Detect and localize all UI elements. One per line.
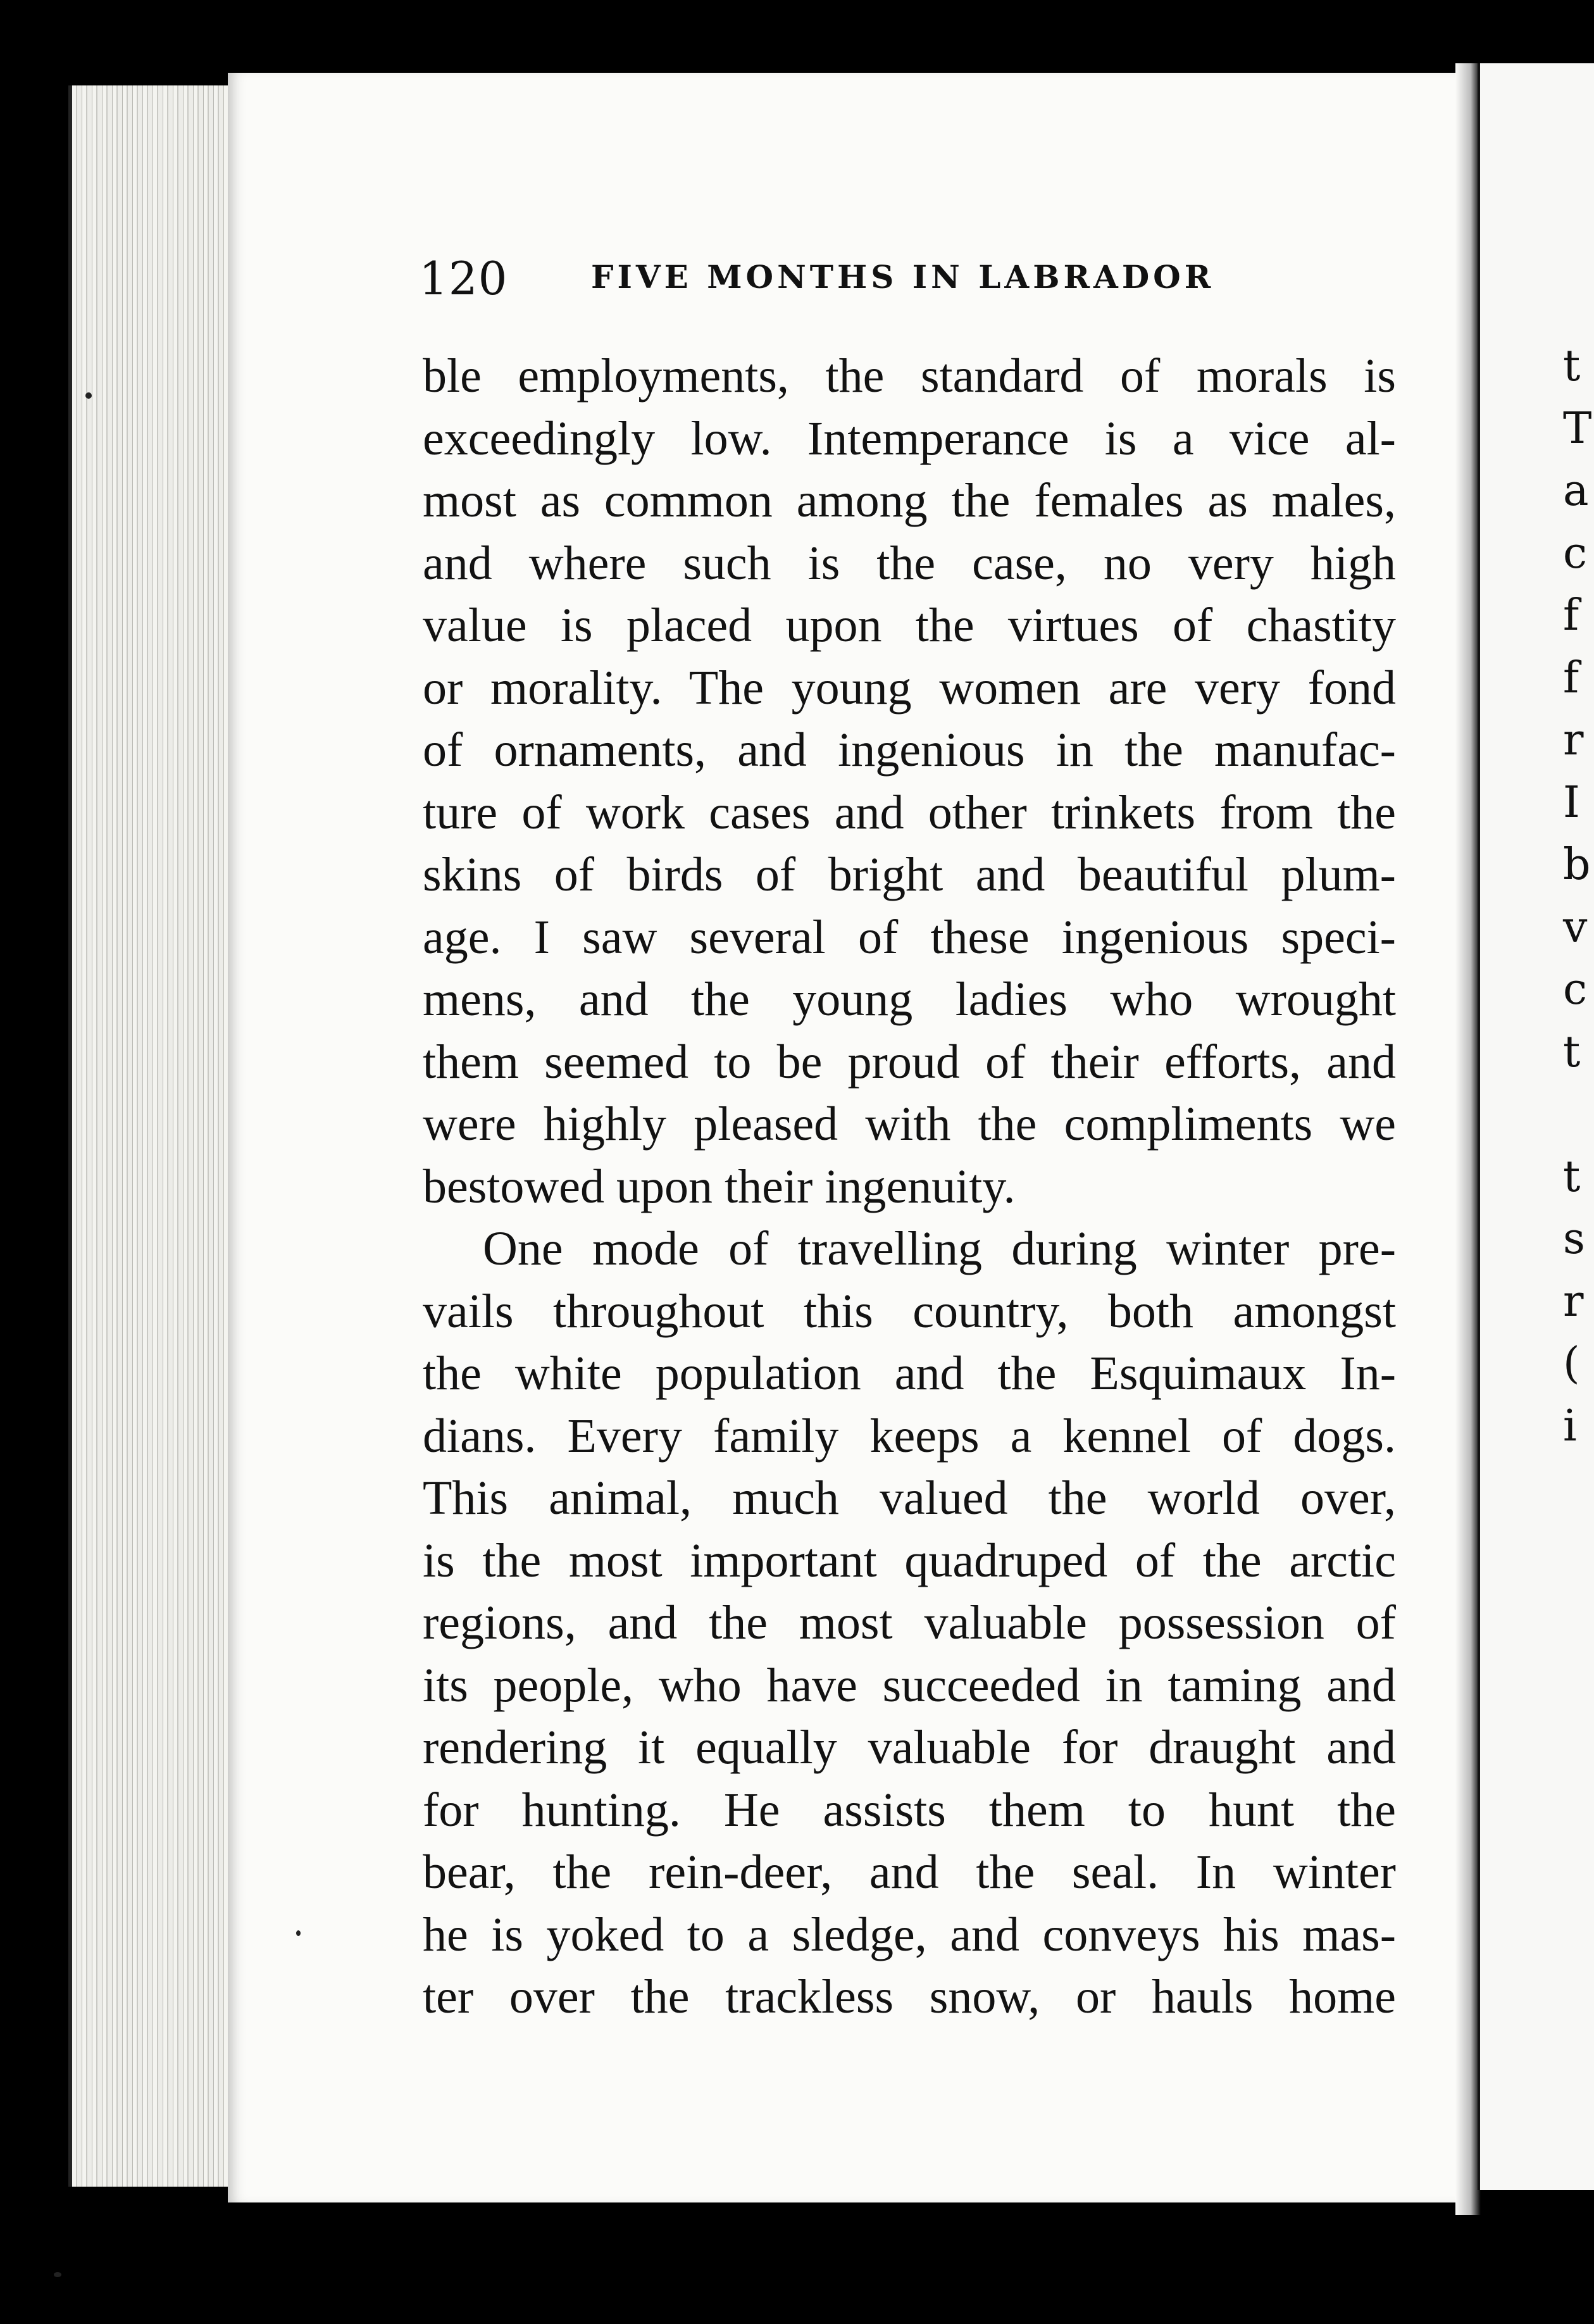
facing-fragment: f	[1563, 590, 1579, 640]
facing-fragment: t	[1563, 1027, 1581, 1077]
dust-speck	[85, 392, 92, 399]
facing-fragment: b	[1563, 840, 1591, 890]
facing-fragment: (	[1563, 1339, 1580, 1389]
facing-fragment: c	[1563, 965, 1588, 1015]
text-line: One mode of travelling during winter pre-	[483, 1222, 1396, 1275]
gutter-shadow	[1455, 63, 1481, 2215]
page-number: 120	[419, 252, 508, 305]
text-line: This animal, much valued the world over,	[423, 1471, 1396, 1525]
text-line: ture of work cases and other trinkets from the	[423, 785, 1396, 839]
body-text	[423, 345, 1396, 2028]
text-line: dians. Every family keeps a kennel of dogs.	[423, 1409, 1396, 1463]
text-line: exceedingly low. Intemperance is a vice al-	[423, 411, 1396, 465]
facing-fragment: v	[1563, 902, 1588, 953]
text-line: regions, and the most valuable possession of	[423, 1596, 1396, 1649]
facing-fragment: t	[1563, 341, 1581, 391]
text-line: its people, who have succeeded in taming and	[423, 1658, 1396, 1712]
dust-speck	[54, 2272, 61, 2277]
text-line: most as common among the females as males,	[423, 474, 1396, 527]
facing-fragment: t	[1563, 1151, 1581, 1202]
page-header	[419, 252, 1406, 309]
text-line: the white population and the Esquimaux In-	[423, 1347, 1396, 1400]
facing-fragment: r	[1563, 1276, 1584, 1327]
facing-fragment: f	[1563, 653, 1579, 703]
text-line: of ornaments, and ingenious in the manufac-	[423, 723, 1396, 777]
text-line: were highly pleased with the compliments we	[423, 1097, 1396, 1151]
text-line: them seemed to be proud of their efforts, and	[423, 1035, 1396, 1089]
facing-fragment: i	[1563, 1401, 1577, 1451]
text-line: mens, and the young ladies who wrought	[423, 973, 1396, 1026]
paragraph-1	[423, 345, 1396, 1218]
text-line: for hunting. He assists them to hunt the	[423, 1783, 1396, 1837]
text-line: value is placed upon the virtues of chastity	[423, 599, 1396, 652]
text-line: he is yoked to a sledge, and conveys his mas-	[423, 1908, 1396, 1961]
text-line: vails throughout this country, both amongst	[423, 1284, 1396, 1338]
text-line: or morality. The young women are very fond	[423, 661, 1396, 715]
facing-fragment: I	[1563, 777, 1580, 828]
facing-page-fragments	[1563, 335, 1592, 1458]
text-line: ter over the trackless snow, or hauls home	[423, 1970, 1396, 2023]
running-title: FIVE MONTHS IN LABRADOR	[591, 258, 1215, 296]
text-line: skins of birds of bright and beautiful plum-	[423, 848, 1396, 901]
text-line: is the most important quadruped of the arctic	[423, 1534, 1396, 1587]
text-line: bear, the rein-deer, and the seal. In winter	[423, 1846, 1396, 1899]
text-line: age. I saw several of these ingenious speci-	[423, 910, 1396, 964]
dust-speck	[296, 1930, 301, 1936]
text-line: and where such is the case, no very high	[423, 536, 1396, 590]
page-fore-edge	[68, 85, 237, 2187]
text-line: rendering it equally valuable for draught and	[423, 1721, 1396, 1774]
facing-fragment: T	[1563, 403, 1592, 454]
facing-fragment: s	[1563, 1214, 1585, 1264]
text-line: bestowed upon their ingenuity.	[423, 1159, 1016, 1213]
facing-fragment	[1563, 1084, 1588, 1146]
text-line: ble employments, the standard of morals is	[423, 349, 1396, 403]
facing-fragment: r	[1563, 715, 1584, 765]
facing-fragment: c	[1563, 528, 1588, 578]
facing-fragment: a	[1563, 466, 1589, 516]
paragraph-2	[423, 1218, 1396, 2028]
